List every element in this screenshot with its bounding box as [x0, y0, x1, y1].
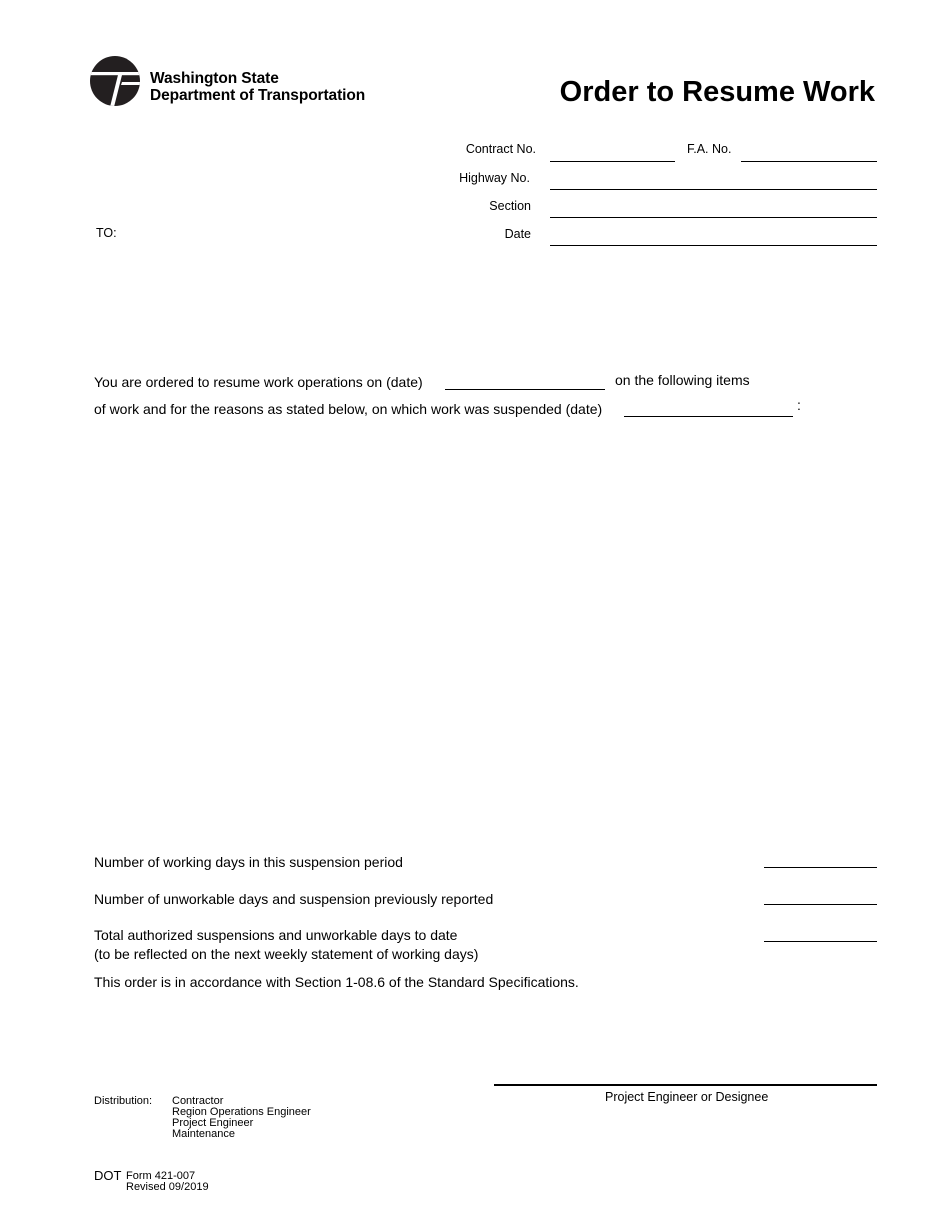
total-days-field[interactable]	[764, 941, 877, 942]
accordance-statement: This order is in accordance with Section 1-08.6 of the Standard Specifications.	[94, 974, 579, 990]
working-days-label: Number of working days in this suspension period	[94, 854, 403, 870]
distribution-item: Project Engineer	[172, 1117, 254, 1129]
unworkable-days-field[interactable]	[764, 904, 877, 905]
fa-no-field[interactable]	[741, 161, 877, 162]
wsdot-logo-icon	[89, 55, 141, 107]
total-days-note: (to be reflected on the next weekly statement of working days)	[94, 946, 479, 962]
unworkable-days-label: Number of unworkable days and suspension previously reported	[94, 891, 494, 907]
following-items-text: on the following items	[615, 372, 750, 388]
form-title: Order to Resume Work	[559, 76, 875, 108]
to-label: TO:	[96, 226, 117, 240]
resume-date-field[interactable]	[445, 389, 605, 390]
highway-no-label: Highway No.	[459, 171, 530, 185]
signature-field[interactable]	[494, 1084, 877, 1086]
date-field[interactable]	[550, 245, 877, 246]
form-number: Form 421-007	[126, 1170, 196, 1182]
working-days-field[interactable]	[764, 867, 877, 868]
agency-name	[150, 70, 365, 104]
date-label: Date	[504, 227, 531, 241]
agency-line-2: Department of Transportation	[150, 87, 366, 104]
signature-label: Project Engineer or Designee	[605, 1090, 769, 1104]
total-days-label: Total authorized suspensions and unworkable days to date	[94, 927, 458, 943]
agency-line-1: Washington State	[150, 70, 279, 87]
fa-no-label: F.A. No.	[687, 142, 732, 156]
contract-no-field[interactable]	[550, 161, 675, 162]
section-label: Section	[489, 199, 531, 213]
section-field[interactable]	[550, 217, 877, 218]
revised-date: Revised 09/2019	[126, 1181, 209, 1193]
colon-mark: :	[797, 397, 801, 413]
resume-date-text: You are ordered to resume work operations on (date)	[94, 374, 423, 390]
dot-label: DOT	[94, 1168, 122, 1183]
contract-no-label: Contract No.	[465, 142, 536, 156]
distribution-item: Region Operations Engineer	[172, 1106, 311, 1118]
suspended-date-field[interactable]	[624, 416, 793, 417]
distribution-list	[172, 1096, 311, 1140]
suspended-date-text: of work and for the reasons as stated below, on which work was suspended (date)	[94, 401, 603, 417]
distribution-label: Distribution:	[94, 1095, 153, 1107]
distribution-item: Contractor	[172, 1095, 224, 1107]
highway-no-field[interactable]	[550, 189, 877, 190]
distribution-item: Maintenance	[172, 1128, 235, 1140]
